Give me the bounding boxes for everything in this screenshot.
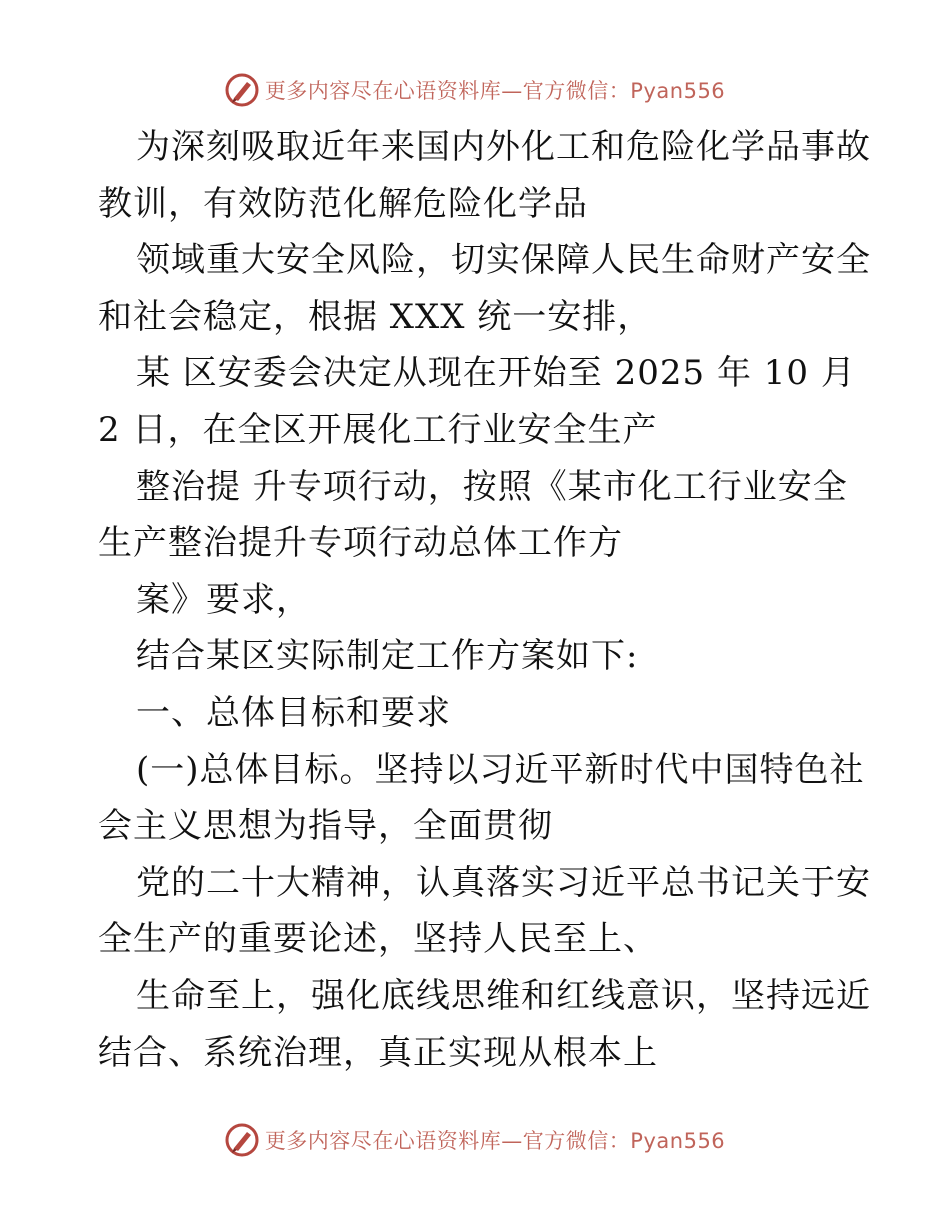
paragraph-line: 2 日，在全区开展化工行业安全生产 (98, 409, 658, 450)
paragraph-line: 和社会稳定，根据 XXX 统一安排， (98, 296, 653, 337)
paragraph-line: 党的二十大精神，认真落实习近平总书记关于安 (136, 862, 871, 903)
watermark-text: 更多内容尽在心语资料库—官方微信：Pyan556 (264, 1129, 726, 1153)
paragraph-line: 会主义思想为指导，全面贯彻 (98, 806, 553, 847)
footer-watermark (0, 1118, 950, 1162)
pen-logo-icon (225, 1123, 259, 1157)
header-watermark (0, 68, 950, 112)
paragraph-line: 全生产的重要论述，坚持人民至上、 (98, 919, 658, 960)
paragraph-line: 结合、系统治理，真正实现从根本上 (98, 1032, 658, 1073)
paragraph-line: 生命至上，强化底线思维和红线意识，坚持远近 (136, 975, 871, 1016)
paragraph-line: 教训，有效防范化解危险化学品 (98, 183, 588, 224)
pen-logo-icon (225, 73, 259, 107)
watermark-text: 更多内容尽在心语资料库—官方微信：Pyan556 (264, 79, 726, 103)
section-heading: 一、总体目标和要求 (136, 692, 451, 733)
paragraph-line: 领域重大安全风险，切实保障人民生命财产安全 (136, 240, 871, 281)
paragraph-line: 某 区安委会决定从现在开始至 2025 年 10 月 (136, 353, 856, 394)
paragraph-line: 结合某区实际制定工作方案如下: (136, 636, 639, 677)
paragraph-line: 整治提 升专项行动，按照《某市化工行业安全 (136, 466, 848, 507)
paragraph-line: (一)总体目标。坚持以习近平新时代中国特色社 (136, 749, 865, 790)
paragraph-line: 案》要求， (136, 579, 311, 620)
paragraph-line: 生产整治提升专项行动总体工作方 (98, 523, 623, 564)
paragraph-line: 为深刻吸取近年来国内外化工和危险化学品事故 (136, 127, 871, 167)
document-body (98, 119, 871, 1081)
